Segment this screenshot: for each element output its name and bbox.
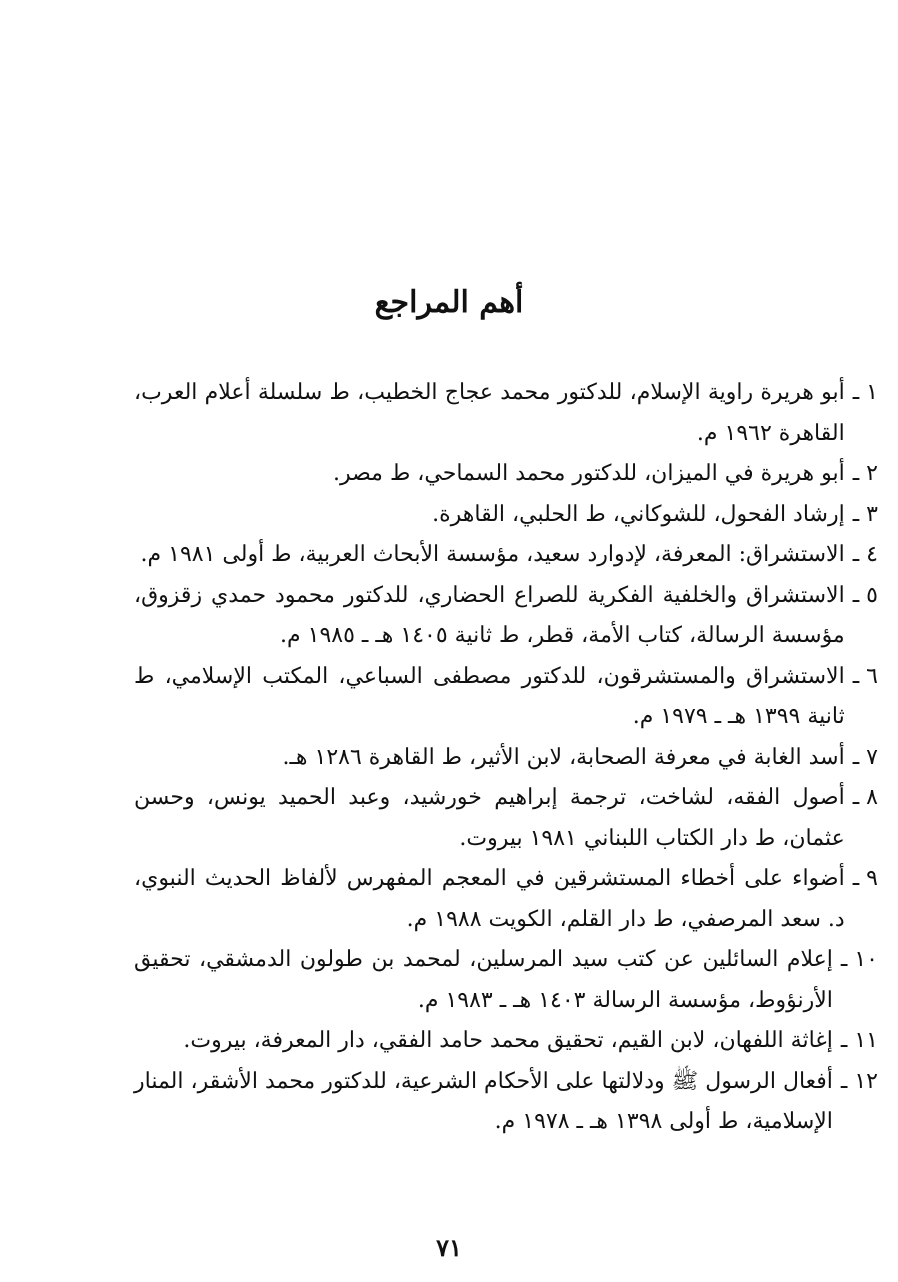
reference-number: ١٢ ـ	[840, 1068, 878, 1094]
reference-item	[134, 940, 878, 1021]
reference-text: أبو هريرة راوية الإسلام، للدكتور محمد عجاج الخطيب، ط سلسلة أعلام العرب، القاهرة ١٩٦٢ م.	[134, 380, 845, 446]
reference-item	[134, 373, 878, 454]
reference-item	[134, 859, 878, 940]
page-number: ٧١	[436, 1233, 462, 1262]
reference-item	[134, 738, 878, 779]
reference-text: إغاثة اللفهان، لابن القيم، تحقيق محمد حامد الفقي، دار المعرفة، بيروت.	[183, 1028, 833, 1053]
reference-item	[134, 1062, 878, 1143]
reference-number: ١ ـ	[852, 380, 878, 405]
reference-text: إرشاد الفحول، للشوكاني، ط الحلبي، القاهرة.	[432, 501, 845, 527]
reference-number: ٨ ـ	[852, 785, 878, 810]
reference-number: ٥ ـ	[852, 582, 878, 608]
reference-text: أسد الغابة في معرفة الصحابة، لابن الأثير، ط القاهرة ١٢٨٦ هـ.	[282, 744, 845, 770]
reference-item	[134, 1021, 878, 1062]
page-title: أهم المراجع	[374, 285, 524, 320]
reference-text: أصول الفقه، لشاخت، ترجمة إبراهيم خورشيد، وعبد الحميد يونس، وحسن عثمان، ط دار الكتاب اللبناني ١٩٨١ بيروت.	[134, 785, 845, 851]
reference-number: ٩ ـ	[852, 866, 878, 891]
reference-number: ١٠ ـ	[840, 947, 878, 972]
reference-item	[134, 576, 878, 657]
reference-number: ٧ ـ	[852, 744, 878, 770]
reference-item	[134, 657, 878, 738]
reference-number: ٦ ـ	[852, 663, 878, 689]
reference-item	[134, 535, 878, 576]
reference-number: ٣ ـ	[852, 501, 878, 527]
reference-number: ١١ ـ	[840, 1028, 878, 1053]
reference-text: الاستشراق والمستشرقون، للدكتور مصطفى السباعي، المكتب الإسلامي، ط ثانية ١٣٩٩ هـ ـ ١٩٧٩ م.	[134, 663, 845, 729]
reference-text: إعلام السائلين عن كتب سيد المرسلين، لمحمد بن طولون الدمشقي، تحقيق الأرنؤوط، مؤسسة الرسالة ١٤٠٣ هـ ـ ١٩٨٣ م.	[134, 947, 833, 1013]
references-list	[134, 373, 878, 1143]
reference-text: أبو هريرة في الميزان، للدكتور محمد السماحي، ط مصر.	[332, 461, 845, 486]
reference-number: ٤ ـ	[852, 542, 878, 567]
reference-text: الاستشراق: المعرفة، لإدوارد سعيد، مؤسسة الأبحاث العربية، ط أولى ١٩٨١ م.	[140, 542, 845, 567]
reference-number: ٢ ـ	[852, 461, 878, 486]
reference-text: أفعال الرسول ﷺ ودلالتها على الأحكام الشرعية، للدكتور محمد الأشقر، المنار الإسلامية، ط أولى ١٣٩٨ هـ ـ ١٩٧٨ م.	[134, 1068, 833, 1134]
reference-text: الاستشراق والخلفية الفكرية للصراع الحضاري، للدكتور محمود حمدي زقزوق، مؤسسة الرسالة، كتاب الأمة، قطر، ط ثانية ١٤٠٥ هـ ـ ١٩٨٥ م.	[134, 582, 845, 648]
reference-item	[134, 495, 878, 536]
reference-item	[134, 454, 878, 495]
reference-text: أضواء على أخطاء المستشرقين في المعجم المفهرس لألفاظ الحديث النبوي، د. سعد المرصفي، ط دار القلم، الكويت ١٩٨٨ م.	[134, 866, 845, 932]
reference-item	[134, 778, 878, 859]
